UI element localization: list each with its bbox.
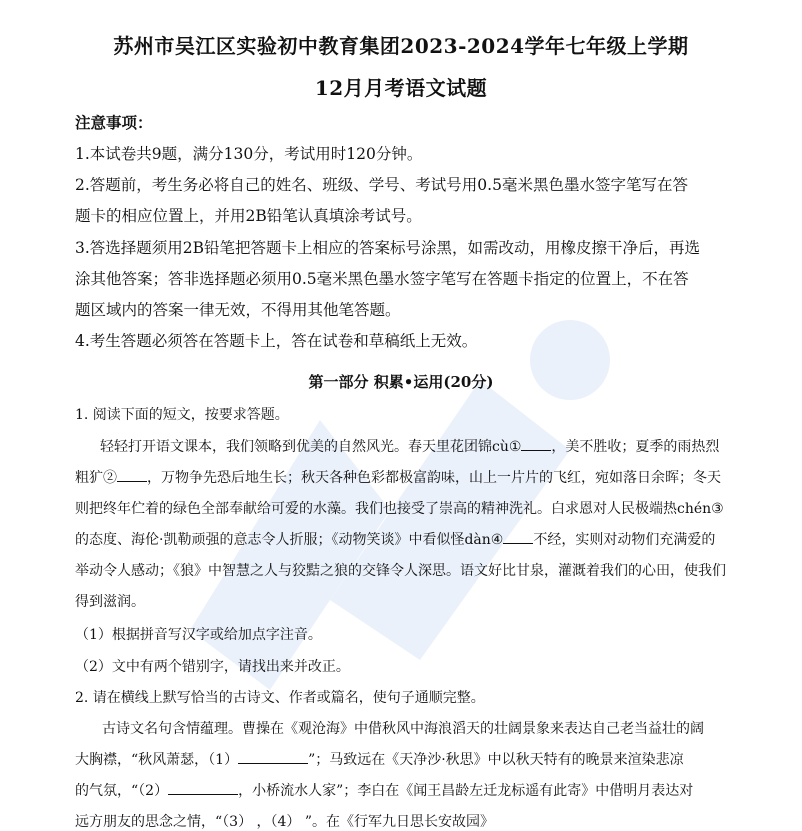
question-1-prompt: 1. 阅读下面的短文，按要求答题。 [75, 407, 289, 423]
section-heading: 第一部分 积累•运用(20分) [308, 373, 494, 391]
notice-heading: 注意事项： [75, 113, 153, 132]
q2-paragraph-line: 古诗文名句含情蕴理。曹操在《观沧海》中借秋风中海浪滔天的壮阔景象来表达自己老当益壮的阔 [102, 721, 704, 737]
q1-paragraph-line: 举动令人感动；《狼》中智慧之人与狡黠之狼的交锋令人深思。语文好比甘泉，灌溉着我们的心田，使我们 [75, 563, 726, 579]
page-title-line2: 12月月考语文试题 [314, 76, 488, 100]
q2-paragraph-line [75, 780, 693, 800]
q1-text: 轻轻打开语文课本，我们领略到优美的自然风光。春天里花团锦cù① [100, 439, 522, 455]
q1-paragraph-line [75, 467, 721, 487]
q1-text: ，万物争先恐后地生长；秋天各种色彩都极富韵味，山上一片片的飞红，宛如落日余晖；冬天 [147, 470, 721, 486]
answer-blank[interactable] [503, 529, 533, 544]
q1-subquestion-2: （2）文中有两个错别字，请找出来并改正。 [75, 659, 350, 675]
answer-blank[interactable] [117, 467, 147, 482]
q2-text: 大胸襟，“秋风萧瑟，（1） [75, 752, 239, 768]
q2-paragraph-line: 远方朋友的思念之情，“（3） ，（4） ”。在《行军九日思长安故园》 [75, 814, 495, 830]
notice-line: 1.本试卷共9题，满分130分，考试用时120分钟。 [75, 145, 423, 163]
q2-text: ”；马致远在《天净沙·秋思》中以秋天特有的晚景来渲染悲凉 [308, 752, 684, 768]
answer-blank[interactable] [238, 749, 308, 764]
answer-blank[interactable] [168, 780, 238, 795]
q2-text: ，小桥流水人家”；李白在《闻王昌龄左迁龙标遥有此寄》中借明月表达对 [238, 783, 694, 799]
page-title-line1: 苏州市吴江区实验初中教育集团2023-2024学年七年级上学期 [113, 34, 689, 58]
notice-line: 题区域内的答案一律无效，不得用其他笔答题。 [75, 301, 401, 319]
q1-text: 粗犷② [75, 470, 117, 486]
q2-text: 的气氛，“（2） [75, 783, 169, 799]
q1-paragraph-line: 则把终年伫着的绿色全部奉献给可爱的水藻。我们也接受了崇高的精神洗礼。白求恩对人民极端热chén③ [75, 501, 724, 517]
q2-paragraph-line [75, 749, 684, 769]
question-2-prompt: 2. 请在横线上默写恰当的古诗文、作者或篇名，使句子通顺完整。 [75, 690, 485, 706]
notice-line: 题卡的相应位置上，并用2B铅笔认真填涂考试号。 [75, 207, 422, 225]
q1-subquestion-1: （1）根据拼音写汉字或给加点字注音。 [75, 627, 322, 643]
notice-line: 4.考生答题必须答在答题卡上，答在试卷和草稿纸上无效。 [75, 332, 478, 350]
notice-line: 2.答题前，考生务必将自己的姓名、班级、学号、考试号用0.5毫米黑色墨水签字笔写在答 [75, 176, 688, 194]
notice-line: 3.答选择题须用2B铅笔把答题卡上相应的答案标号涂黑，如需改动，用橡皮擦干净后，再选 [75, 239, 701, 257]
notice-line: 涂其他答案；答非选择题必须用0.5毫米黑色墨水签字笔写在答题卡指定的位置上，不在答 [75, 270, 689, 288]
q1-text: 的态度、海伦·凯勒顽强的意志令人折服；《动物笑谈》中看似怪dàn④ [75, 532, 504, 548]
q1-paragraph-line [100, 436, 719, 456]
answer-blank[interactable] [521, 436, 551, 451]
q1-paragraph-line: 得到滋润。 [75, 594, 145, 610]
q1-text: ，美不胜收；夏季的雨热烈 [551, 439, 720, 455]
q1-paragraph-line [75, 529, 715, 549]
q1-text: 不经，实则对动物们充满爱的 [533, 532, 716, 548]
